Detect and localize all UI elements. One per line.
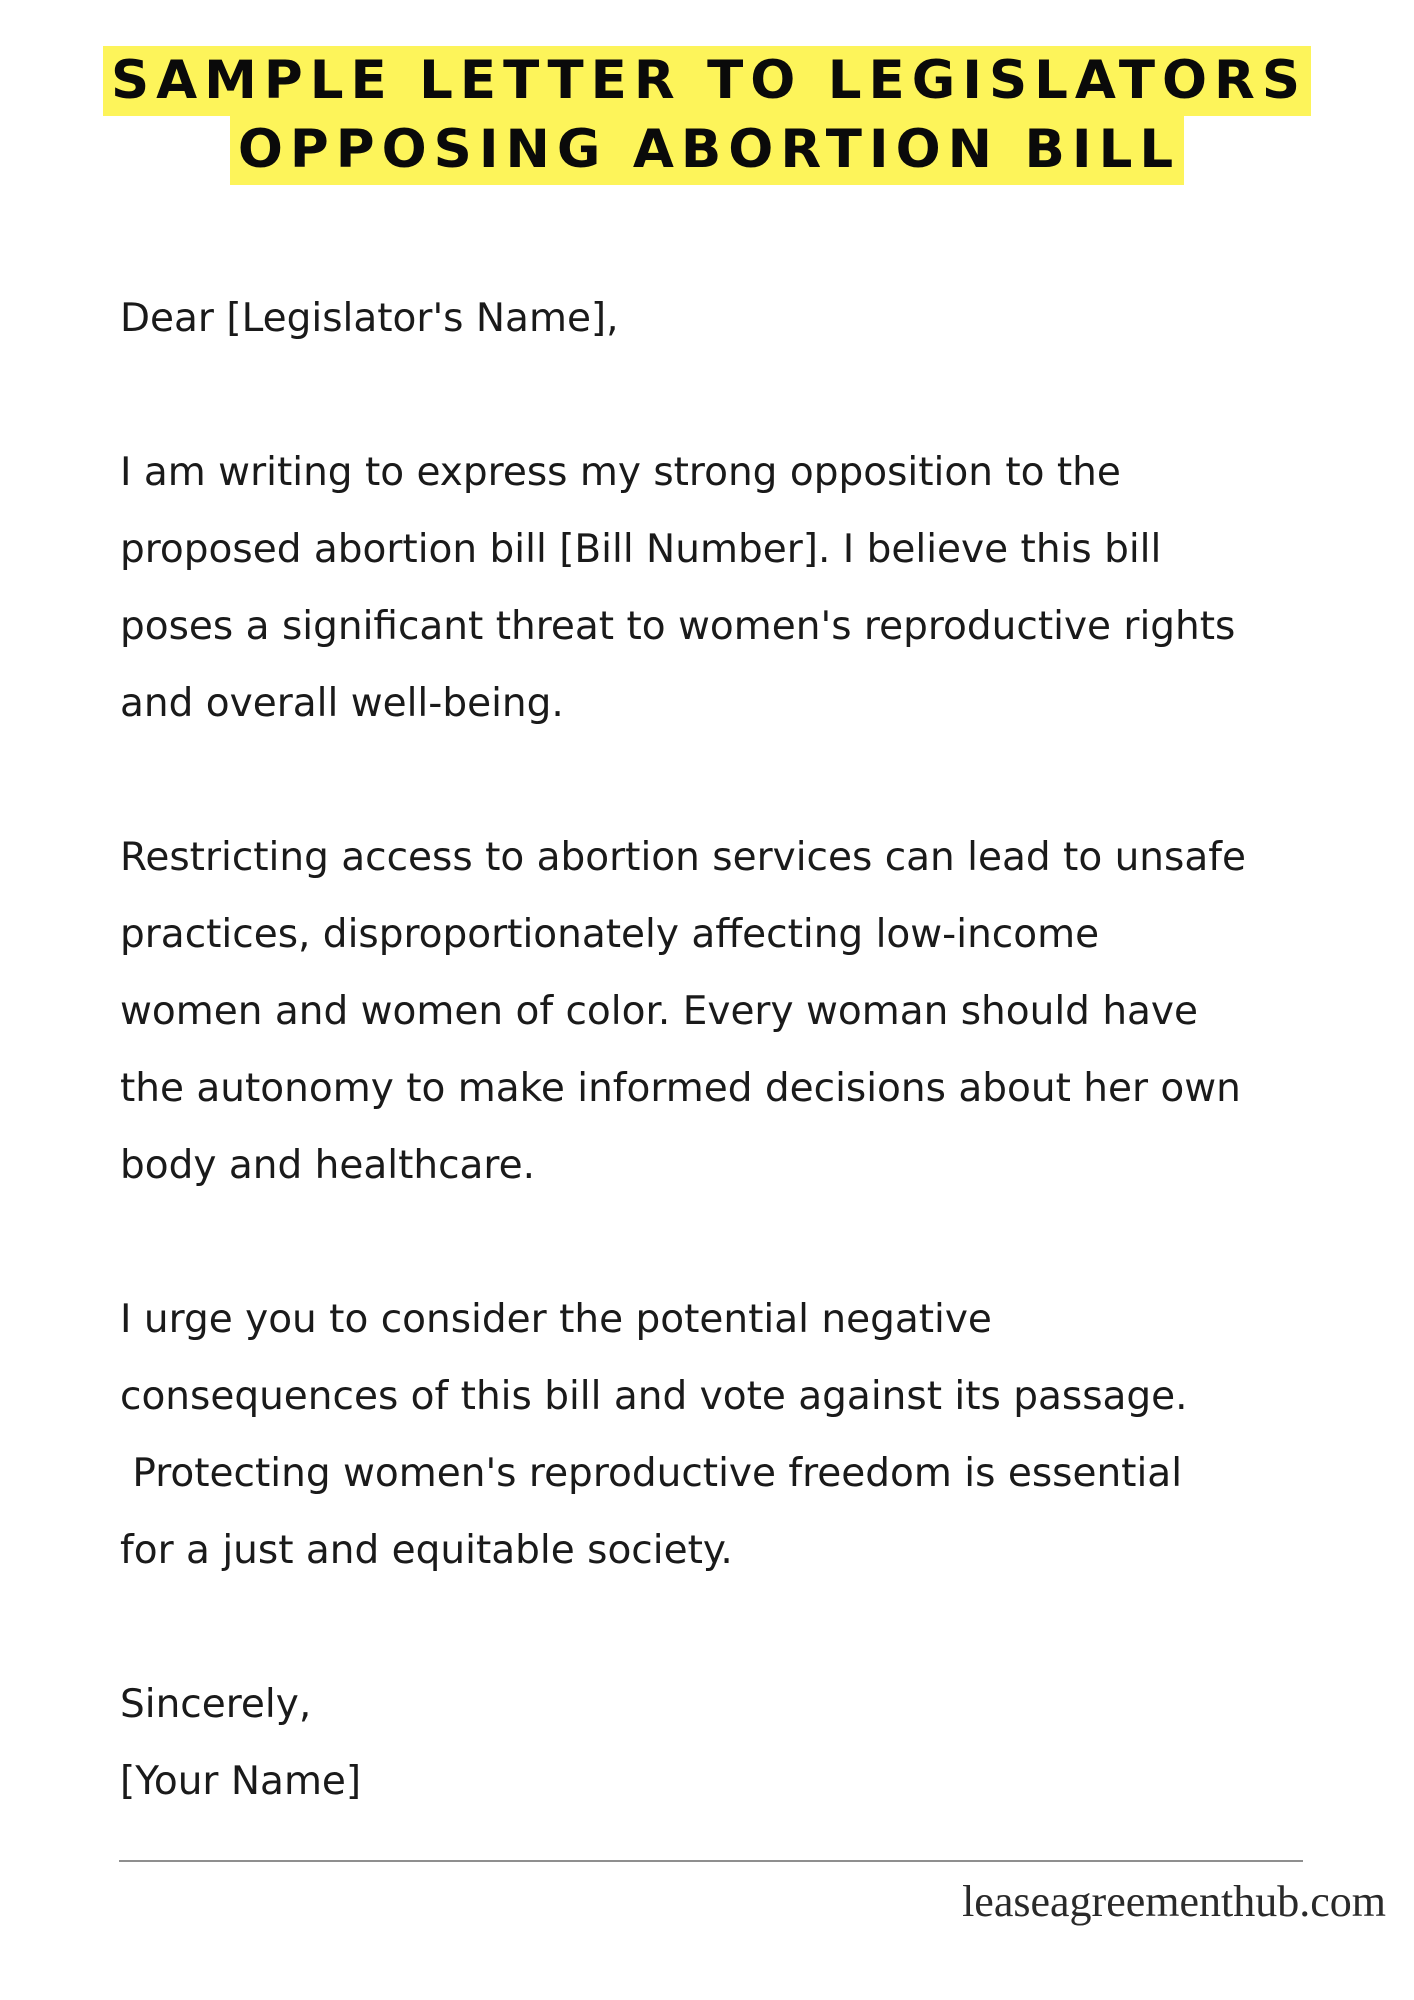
paragraph-3: [120, 1281, 1360, 1589]
signature-placeholder: [Your Name]: [120, 1759, 362, 1804]
paragraph-3-line: I urge you to consider the potential negative: [120, 1297, 992, 1342]
paragraph-spacer: [120, 357, 1360, 434]
letter-body: [120, 280, 1360, 1820]
paragraph-1-line: proposed abortion bill [Bill Number]. I believe this bill: [120, 527, 1162, 572]
paragraph-2-line: practices, disproportionately affecting low-income: [120, 912, 1100, 957]
paragraph-1-line: and overall well-being.: [120, 681, 564, 726]
paragraph-1-line: I am writing to express my strong opposition to the: [120, 450, 1121, 495]
paragraph-2-line: body and healthcare.: [120, 1143, 535, 1188]
paragraph-1: [120, 434, 1360, 742]
paragraph-2-line: Restricting access to abortion services can lead to unsafe: [120, 835, 1246, 880]
footer-divider: [119, 1860, 1303, 1862]
paragraph-2-line: the autonomy to make informed decisions about her own: [120, 1066, 1241, 1111]
paragraph-3-line: for a just and equitable society.: [120, 1528, 733, 1573]
title-line-2: OPPOSING ABORTION BILL: [230, 115, 1184, 185]
closing: Sincerely,: [120, 1682, 312, 1727]
footer-site-name: leaseagreementhub.com: [962, 1877, 1386, 1926]
paragraph-3-line: Protecting women's reproductive freedom is essential: [120, 1451, 1183, 1496]
title-line-1: SAMPLE LETTER TO LEGISLATORS: [103, 46, 1311, 116]
paragraph-spacer: [120, 1204, 1360, 1281]
paragraph-3-line: consequences of this bill and vote against its passage.: [120, 1374, 1188, 1419]
paragraph-2-line: women and women of color. Every woman should have: [120, 989, 1199, 1034]
paragraph-spacer: [120, 742, 1360, 819]
paragraph-1-line: poses a significant threat to women's reproductive rights: [120, 604, 1236, 649]
salutation: Dear [Legislator's Name],: [120, 296, 619, 341]
letter-title: [0, 46, 1414, 185]
paragraph-2: [120, 819, 1360, 1204]
paragraph-spacer: [120, 1589, 1360, 1666]
